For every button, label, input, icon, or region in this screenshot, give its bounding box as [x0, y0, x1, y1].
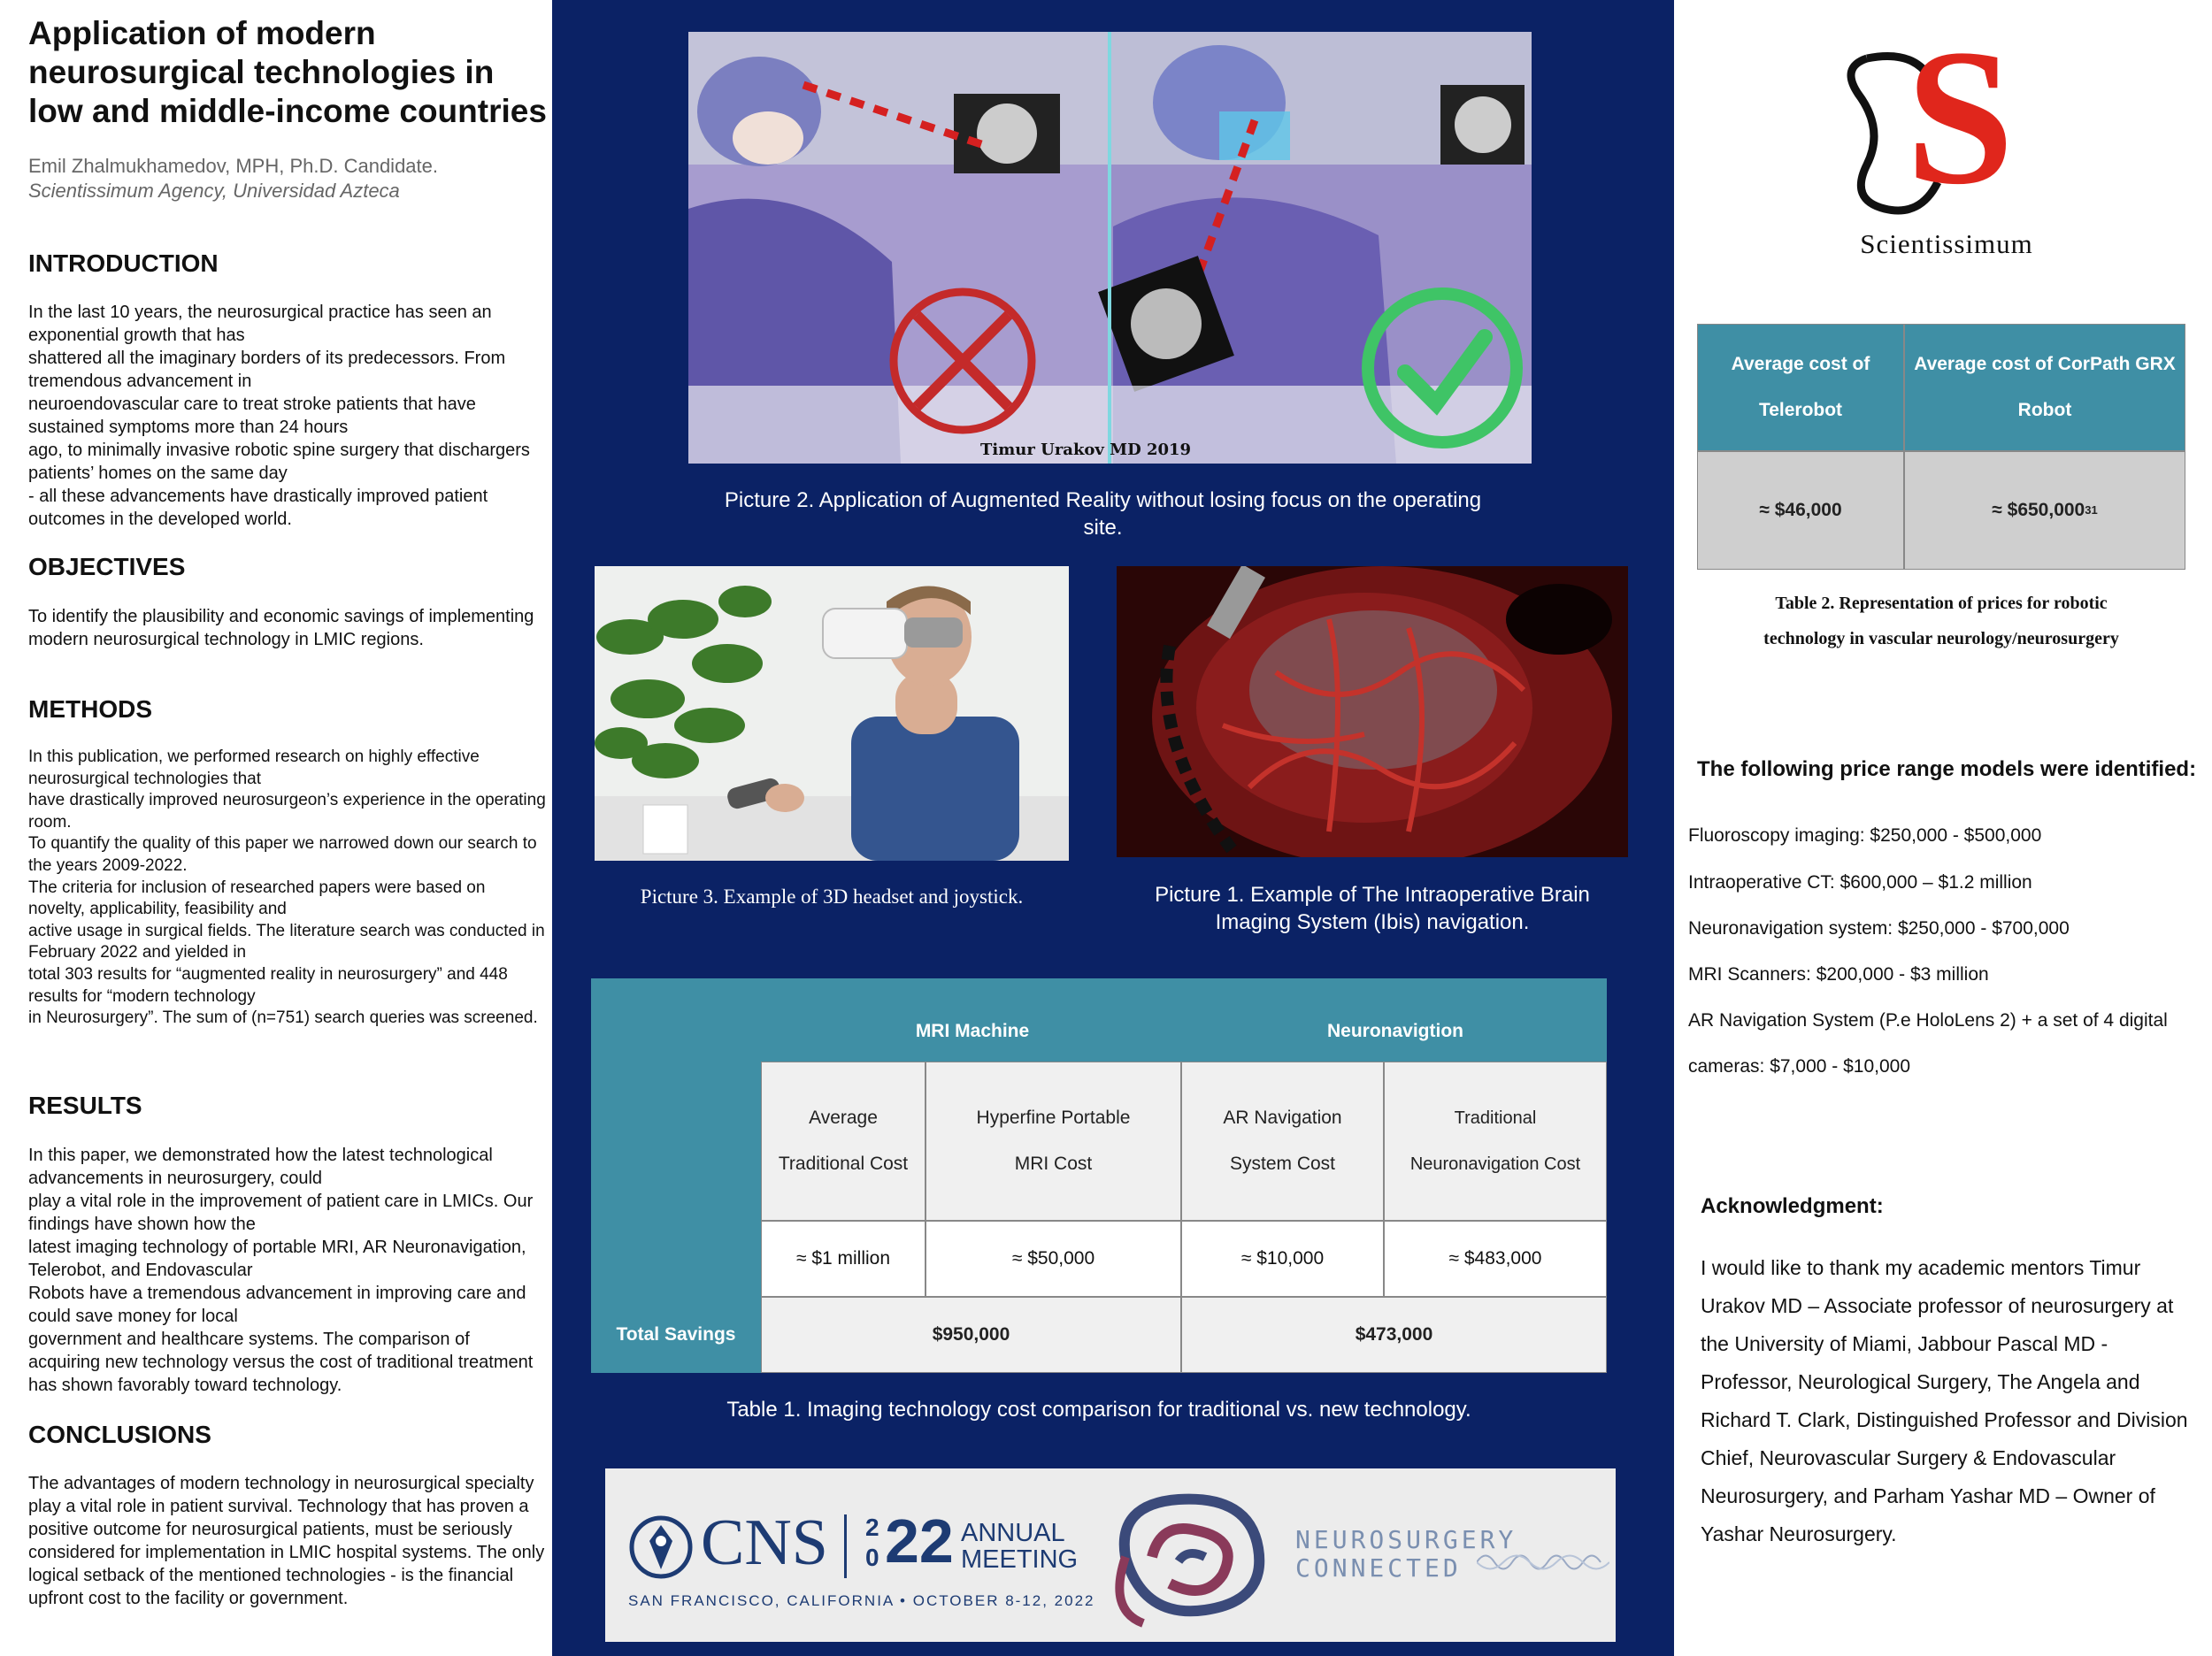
table-1-caption: Table 1. Imaging technology cost comparison for traditional vs. new technology.: [726, 1398, 1471, 1422]
picture-1-caption: Picture 1. Example of The Intraoperative Brain Imaging System (Ibis) navigation.: [1155, 883, 1590, 934]
table-2-header-telerobot-line2: Telerobot: [1758, 400, 1843, 420]
acknowledgment-heading: Acknowledgment:: [1701, 1194, 1884, 1218]
table-2-val-corpath-value: ≈ $650,000: [1992, 500, 2085, 520]
affiliation: Scientissimum Agency, Universidad Azteca: [28, 180, 400, 202]
price-item-fluoroscopy: Fluoroscopy imaging: $250,000 - $500,000: [1688, 825, 2042, 846]
objectives-heading: OBJECTIVES: [28, 553, 186, 580]
banner-neurosurgery: NEUROSURGERY: [1295, 1525, 1517, 1554]
table-1-val-avg: ≈ $1 million: [761, 1221, 926, 1297]
table-1-col-ar-line2: System Cost: [1229, 1154, 1336, 1174]
picture-2-caption: Picture 2. Application of Augmented Reality without losing focus on the operating site.: [724, 488, 1482, 540]
banner-connected: CONNECTED: [1295, 1553, 1462, 1583]
table-1-col-hyperfine-line1: Hyperfine Portable: [976, 1108, 1131, 1128]
table-2-caption-line1: Table 2. Representation of prices for robotic: [1775, 594, 2108, 613]
banner-year-top: 2: [865, 1514, 879, 1541]
table-1-val-ar: ≈ $10,000: [1181, 1221, 1384, 1297]
table-2-val-telerobot: ≈ $46,000: [1697, 451, 1904, 570]
logo-name: Scientissimum: [1860, 228, 2033, 259]
results-text: In this paper, we demonstrated how the latest technological advancements in neurosurgery, could play a vital role in the improvement of patient care in LMICs. Our findings have shown how the latest imaging technology of portable MRI, AR Neuronavigation, Telerobot, and Endovascular Robots have a tremendous advancement in improving care and could save money for local government and healthcare systems. The comparison of acquiring new technology versus the cost of traditional treatment has shown favorably toward technology.: [28, 1146, 534, 1395]
intro-heading: INTRODUCTION: [28, 249, 219, 277]
conclusions-heading: CONCLUSIONS: [28, 1421, 211, 1448]
picture-3-vr-headset: [595, 566, 1069, 861]
table-1-col-avg: [761, 1062, 926, 1221]
intro-text: In the last 10 years, the neurosurgical practice has seen an exponential growth that has shattered all the imaginary borders of its predecessors. From tremendous advancement in neuroendovascular care to treat stroke patients that have sustained symptoms more than 24 hours ago, to minimally invasive robotic spine surgery that dischargers patients’ homes on the same day - all these advancements have drastically improved patient outcomes in the developed world.: [28, 303, 530, 529]
price-models-heading: The following price range models were identified:: [1697, 757, 2197, 781]
banner-annual: ANNUAL: [961, 1519, 1065, 1547]
table-2-header-telerobot-line1: Average cost of: [1731, 354, 1870, 374]
table-1-col-avg-line1: Average: [809, 1108, 878, 1128]
table-2-header-corpath-line1: Average cost of CorPath GRX: [1914, 354, 2176, 374]
picture-2-watermark: Timur Urakov MD 2019: [980, 441, 1192, 459]
table-1-col-avg-line2: Traditional Cost: [778, 1154, 909, 1174]
price-item-intraoperative-ct: Intraoperative CT: $600,000 – $1.2 million: [1688, 872, 2032, 893]
table-2-header-corpath-line2: Robot: [2017, 400, 2072, 420]
conclusions-text: The advantages of modern technology in neurosurgical specialty play a vital role in patient survival. Technology that has proven a positive outcome for neurosurgical patients, must be seriously considered for implementation in LMIC hospital systems. The only logical setback of the mentioned technologies - is the financial upfront cost to the facility or government.: [28, 1474, 545, 1608]
banner-year-22: 22: [885, 1506, 954, 1576]
table-2-caption-line2: technology in vascular neurology/neurosurgery: [1763, 629, 2119, 648]
table-1-group-neuro: Neuronavigtion: [1184, 1001, 1607, 1062]
table-1-col-ar: [1181, 1062, 1384, 1221]
banner-location: SAN FRANCISCO, CALIFORNIA • OCTOBER 8-12, 2022: [628, 1592, 1095, 1609]
methods-text: In this publication, we performed research on highly effective neurosurgical technologies that have drastically improved neurosurgeon’s experience in the operating room. To quantify the quality of this paper we narrowed down our search to the years 2009-2022. The criteria for inclusion of researched papers were based on novelty, applicability, feasibility and active usage in surgical fields. The literature search was conducted in February 2022 and yielded in total 303 results for “augmented reality in neurosurgery” and 448 results for “modern technology in Neurosurgery”. The sum of (n=751) search queries was screened.: [28, 748, 546, 1028]
table-2-val-corpath: ≈ $650,000 31: [1904, 451, 2185, 570]
methods-heading: METHODS: [28, 695, 152, 723]
table-2-header-corpath: [1904, 324, 2185, 451]
banner-year-bottom: 0: [865, 1544, 879, 1571]
cns-meeting-banner: [605, 1468, 1616, 1642]
poster-title: Application of modern neurosurgical technologies in low and middle-income countries: [28, 15, 547, 129]
table-1-val-hyperfine: ≈ $50,000: [926, 1221, 1181, 1297]
table-1-total-neuro: $473,000: [1181, 1297, 1607, 1373]
banner-divider: [844, 1514, 847, 1578]
objectives-text: To identify the plausibility and economic savings of implementing modern neurosurgical technology in LMIC regions.: [28, 607, 534, 649]
table-1-col-traditional-line1: Traditional: [1454, 1108, 1537, 1128]
author: Emil Zhalmukhamedov, MPH, Ph.D. Candidate.: [28, 155, 438, 177]
brain-logo-icon: [1090, 1477, 1285, 1633]
price-item-ar-cameras: cameras: $7,000 - $10,000: [1688, 1056, 1910, 1077]
picture-3-caption: Picture 3. Example of 3D headset and joystick.: [640, 886, 1024, 908]
table-1-total-mri: $950,000: [761, 1297, 1181, 1373]
price-item-ar-navigation: AR Navigation System (P.e HoloLens 2) + a set of 4 digital: [1688, 1010, 2168, 1031]
price-item-neuronavigation: Neuronavigation system: $250,000 - $700,000: [1688, 918, 2070, 939]
results-heading: RESULTS: [28, 1092, 142, 1119]
table-1-col-ar-line1: AR Navigation: [1223, 1108, 1342, 1128]
cns-emblem-icon: [628, 1514, 694, 1580]
wave-icon: [1477, 1545, 1609, 1580]
table-1-col-traditional: [1384, 1062, 1607, 1221]
banner-meeting: MEETING: [961, 1545, 1079, 1574]
picture-1-brain-imaging: [1117, 566, 1628, 857]
left-column: [0, 0, 552, 1656]
table-1-col-traditional-line2: Neuronavigation Cost: [1409, 1154, 1581, 1174]
logo-letter: S: [1906, 9, 2015, 225]
picture-2-ar-surgery: [688, 32, 1532, 464]
table-1: [591, 978, 1607, 1373]
acknowledgment-text: I would like to thank my academic mentors Timur Urakov MD – Associate professor of neurosurgery at the University of Miami, Jabbour Pascal MD - Professor, Neurological Surgery, The Angela and Richard T. Clark, Distinguished Professor and Division Chief, Neurovascular Surgery & Endovascular Neurosurgery, and Parham Yashar MD – Owner of Yashar Neurosurgery.: [1701, 1256, 2188, 1545]
table-2-header-telerobot: [1697, 324, 1904, 451]
price-item-mri: MRI Scanners: $200,000 - $3 million: [1688, 964, 1989, 985]
table-1-col-hyperfine: [926, 1062, 1181, 1221]
table-1-col-hyperfine-line2: MRI Cost: [1014, 1154, 1093, 1174]
table-1-val-traditional: ≈ $483,000: [1384, 1221, 1607, 1297]
scientissimum-logo: [1832, 9, 2062, 226]
table-1-total-label: Total Savings: [591, 1297, 761, 1373]
table-1-group-mri: MRI Machine: [761, 1001, 1184, 1062]
cns-wordmark: CNS: [701, 1506, 828, 1579]
